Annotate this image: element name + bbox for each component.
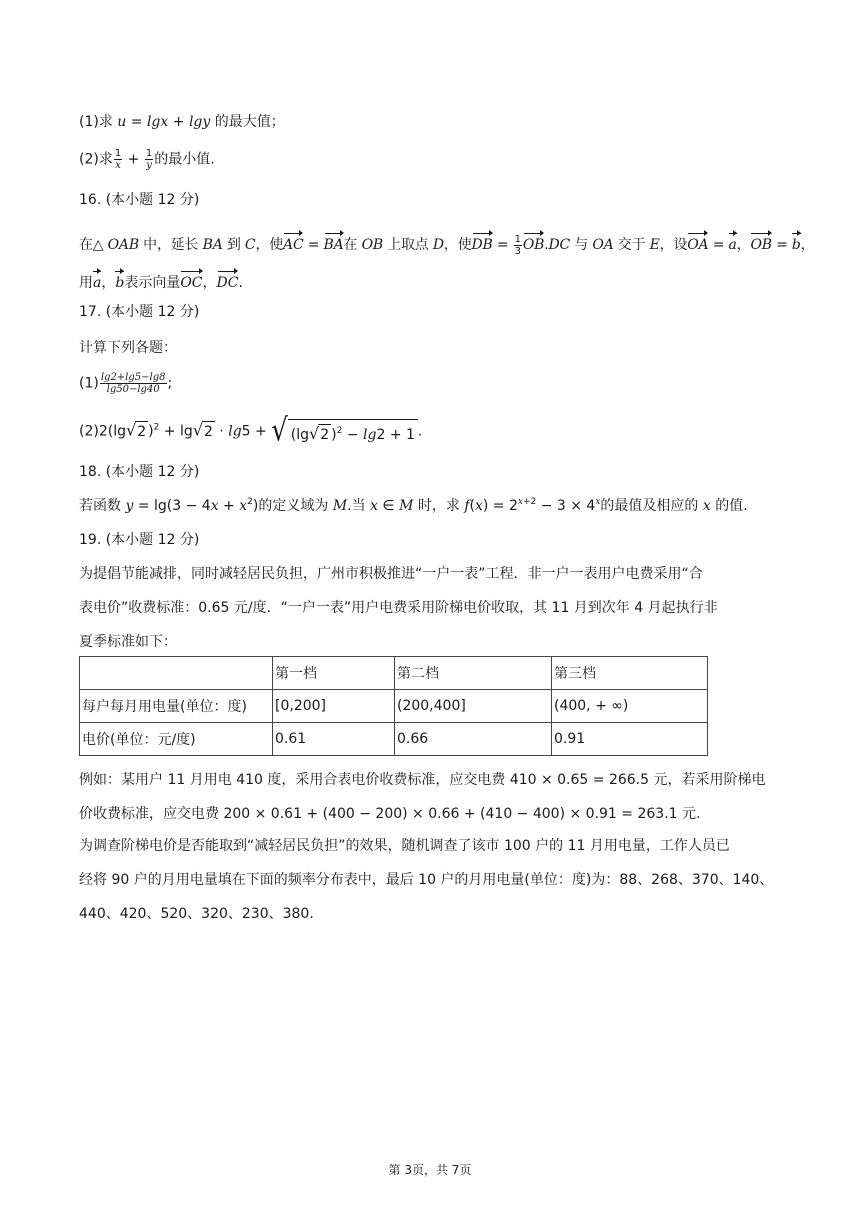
table-header-cell: 第三档 — [552, 657, 708, 690]
q19-heading: 19. (本小题 12 分) — [79, 532, 200, 548]
table-cell: [0,200] — [273, 690, 395, 723]
table-cell — [80, 657, 273, 690]
q18-body: 若函数 $y = \lg(3 - 4x + x^2)$的定义域为 M.当 x ∈ M 时，求 $f(x) = 2^{x+2} - 3 \times 4^x$的最值及相应的 x 的值. — [79, 497, 748, 514]
q19-para3-line: 440、420、520、320、230、380. — [79, 906, 314, 922]
table-cell: 电价(单位：元/度) — [80, 723, 273, 756]
table-row — [80, 690, 708, 723]
table-cell: 0.66 — [395, 723, 552, 756]
q17-heading: 17. (本小题 12 分) — [79, 304, 200, 320]
q16-heading: 16. (本小题 12 分) — [79, 192, 200, 208]
table-header-cell: 第二档 — [395, 657, 552, 690]
q19-para1-line: 为提倡节能减排，同时减轻居民负担，广州市积极推进“一户一表”工程．非一户一表用户电费采用“合 — [79, 566, 703, 582]
table-cell: 0.61 — [273, 723, 395, 756]
table-cell: 0.91 — [552, 723, 708, 756]
q15-part1: (1)求 u = lgx + lgy 的最大值； — [79, 114, 285, 130]
q19-para3-line: 经将 90 户的月用电量填在下面的频率分布表中，最后 10 户的月用电量(单位：度)为：88、268、370、140、 — [79, 872, 774, 888]
q19-para3-line: 为调查阶梯电价是否能取到“减轻居民负担”的效果，随机调查了该市 100 户的 11 月用电量，工作人员已 — [79, 838, 730, 854]
q16-line2: 用a，b表示向量OC，DC. — [79, 270, 243, 293]
q19-para2-line: 价收费标准，应交电费 200 × 0.61 + (400 − 200) × 0.66 + (410 − 400) × 0.91 = 263.1 元. — [79, 806, 701, 822]
q15-part2: (2)求 $\frac{1}{x}$ + $\frac{1}{y}$ 的最小值. — [79, 148, 215, 171]
q18-heading: 18. (本小题 12 分) — [79, 464, 200, 480]
page-footer: 第 3页，共 7页 — [388, 1163, 472, 1177]
table-cell: (400, + ∞) — [552, 690, 708, 723]
table-row — [80, 723, 708, 756]
table-cell: (200,400] — [395, 690, 552, 723]
q16-line1: 在△ OAB 中，延长 BA 到 C，使AC = BA在 OB 上取点 D，使DB = $\frac{1}{3}$ OB.DC 与 OA 交于 E，设OA = a，OB = b， — [79, 233, 815, 257]
q19-para1-line: 夏季标准如下： — [79, 634, 177, 650]
table-header-row — [80, 657, 708, 690]
q17-part2: (2)2(lg√2 )$^2$ + lg√2 · lg5 + √ (lg√2 )$^2$ − lg2 + 1 . — [79, 412, 423, 449]
table-cell: 每户每月用电量(单位：度) — [80, 690, 273, 723]
q19-para1-line: 表电价”收费标准：0.65 元/度．“一户一表”用户电费采用阶梯电价收取，其 11 月到次年 4 月起执行非 — [79, 600, 718, 616]
q17-intro: 计算下列各题： — [79, 340, 177, 356]
q17-part1: (1) $\frac{\lg 2+\lg 5-\lg 8}{\lg 50-\lg 40}$ ; — [79, 372, 173, 395]
q19-para2-line: 例如：某用户 11 月用电 410 度，采用合表电价收费标准，应交电费 410 × 0.65 = 266.5 元，若采用阶梯电 — [79, 772, 766, 788]
table-header-cell: 第一档 — [273, 657, 395, 690]
pricing-table — [79, 656, 708, 756]
